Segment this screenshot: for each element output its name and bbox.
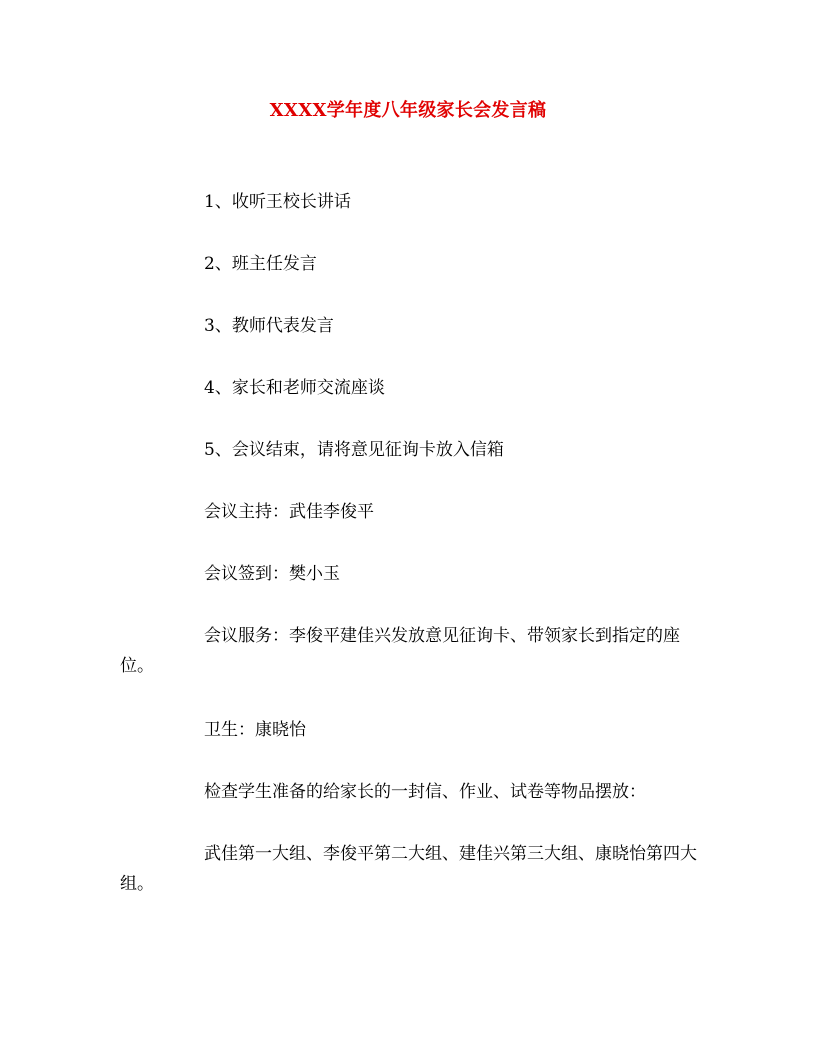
paragraph-inspection: 检查学生准备的给家长的一封信、作业、试卷等物品摆放： (204, 782, 646, 802)
paragraph-agenda-5: 5、会议结束，请将意见征询卡放入信箱 (204, 440, 504, 460)
paragraph-agenda-1: 1、收听王校长讲话 (204, 192, 351, 212)
paragraph-agenda-2: 2、班主任发言 (204, 254, 317, 274)
paragraph-hygiene: 卫生：康晓怡 (204, 720, 306, 740)
paragraph-signin: 会议签到：樊小玉 (204, 564, 340, 584)
paragraph-service: 会议服务：李俊平建佳兴发放意见征询卡、带领家长到指定的座位。 (120, 626, 680, 676)
document-title: XXXX学年度八年级家长会发言稿 (269, 100, 547, 121)
paragraph-host: 会议主持：武佳李俊平 (204, 502, 374, 522)
paragraph-agenda-4: 4、家长和老师交流座谈 (204, 378, 385, 398)
paragraph-agenda-3: 3、教师代表发言 (204, 316, 334, 336)
paragraph-groups: 武佳第一大组、李俊平第二大组、建佳兴第三大组、康晓怡第四大组。 (120, 844, 697, 894)
